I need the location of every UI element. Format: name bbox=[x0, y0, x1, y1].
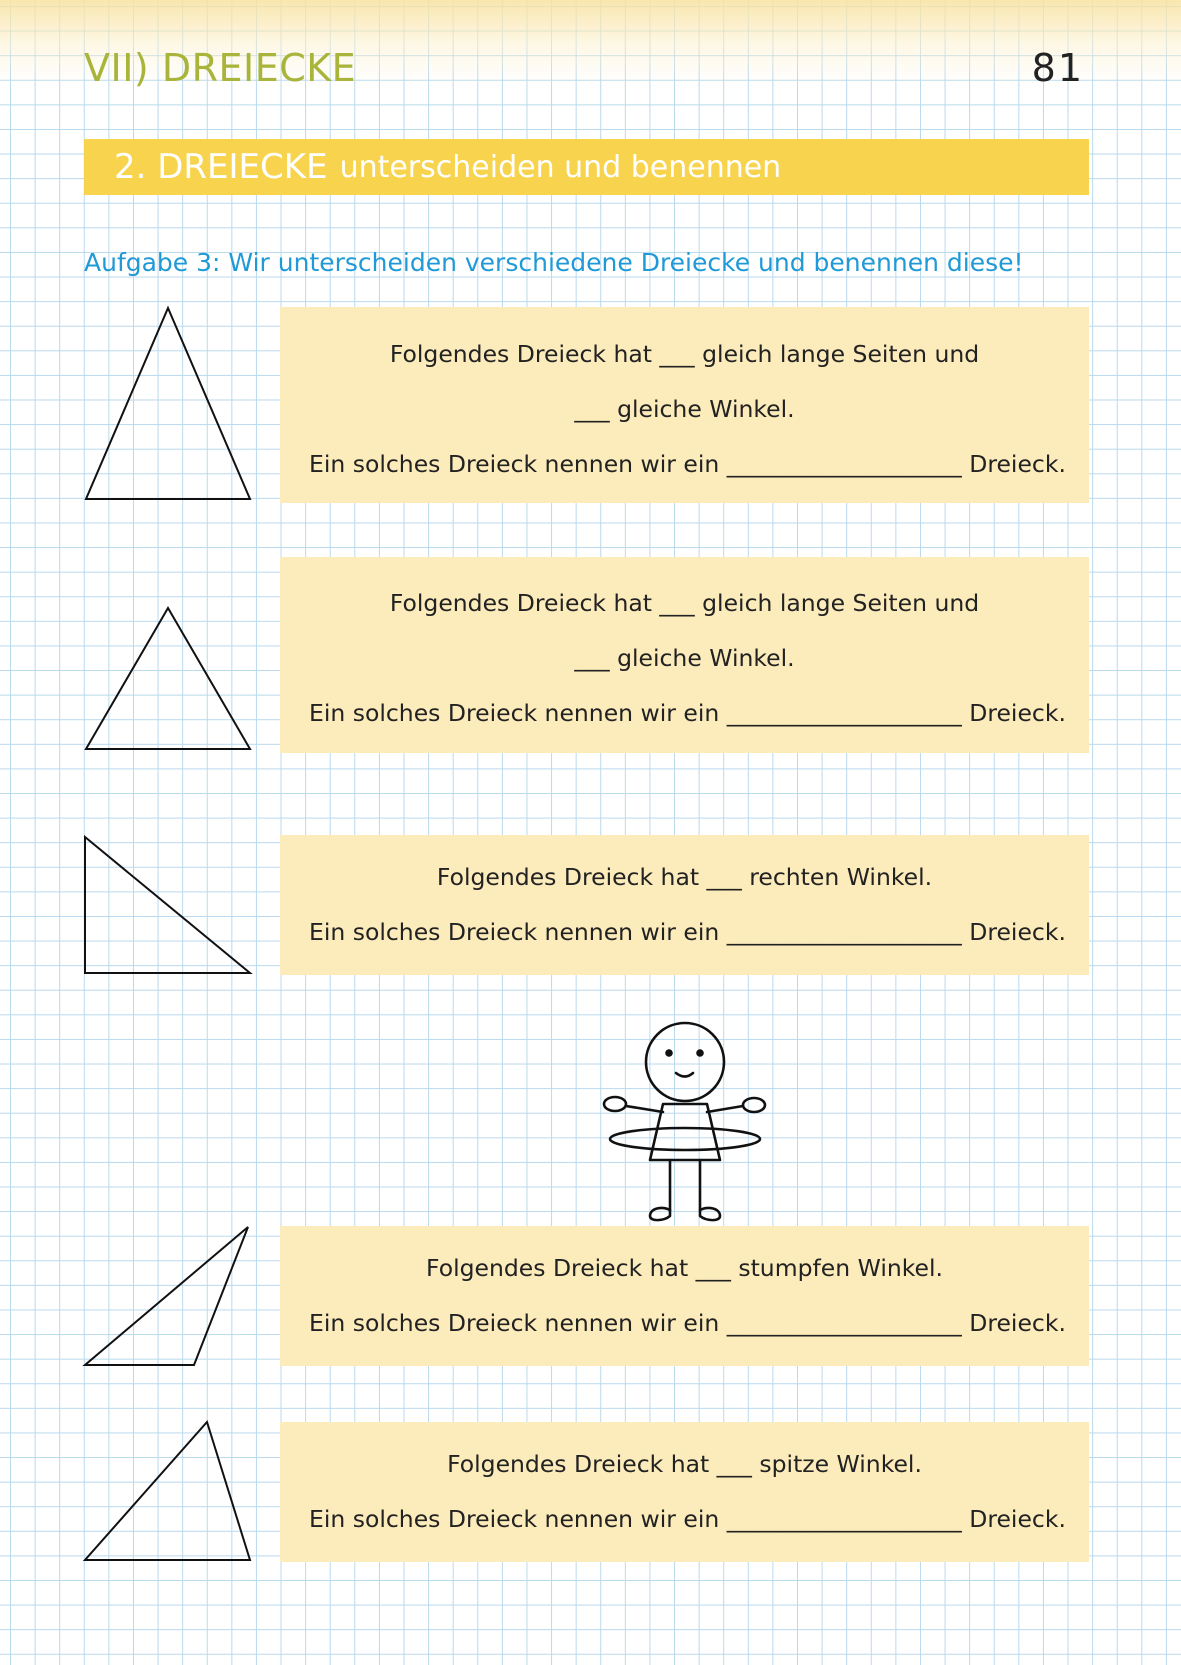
box-line-1: Folgendes Dreieck hat ___ spitze Winkel. bbox=[447, 1450, 922, 1478]
isosceles-triangle bbox=[82, 303, 254, 503]
box-line-3: Ein solches Dreieck nennen wir ein ____________________ Dreieck. bbox=[309, 1309, 1066, 1337]
page-number: 81 bbox=[1031, 46, 1084, 90]
question-box-3 bbox=[280, 835, 1089, 975]
task-instruction: Aufgabe 3: Wir unterscheiden verschiedene Dreiecke und benennen diese! bbox=[84, 248, 1024, 277]
box-line-3: Ein solches Dreieck nennen wir ein ____________________ Dreieck. bbox=[309, 918, 1066, 946]
stick-figure-illustration bbox=[590, 1012, 780, 1228]
section-title: 2. DREIECKE bbox=[114, 147, 328, 187]
right-triangle bbox=[82, 834, 254, 976]
chapter-title: VII) DREIECKE bbox=[84, 46, 357, 90]
section-title-bar bbox=[84, 139, 1089, 195]
box-line-3: Ein solches Dreieck nennen wir ein ____________________ Dreieck. bbox=[309, 1505, 1066, 1533]
box-line-2: ___ gleiche Winkel. bbox=[574, 395, 795, 423]
box-line-3: Ein solches Dreieck nennen wir ein ____________________ Dreieck. bbox=[309, 450, 1066, 478]
box-line-1: Folgendes Dreieck hat ___ gleich lange Seiten und bbox=[389, 589, 980, 617]
question-box-5 bbox=[280, 1422, 1089, 1562]
box-line-1: Folgendes Dreieck hat ___ rechten Winkel. bbox=[436, 863, 933, 891]
section-subtitle: unterscheiden und benennen bbox=[339, 149, 782, 185]
question-box-4 bbox=[280, 1226, 1089, 1366]
box-line-1: Folgendes Dreieck hat ___ stumpfen Winkel. bbox=[426, 1254, 943, 1282]
box-line-1: Folgendes Dreieck hat ___ gleich lange Seiten und bbox=[389, 340, 980, 368]
question-box-2 bbox=[280, 557, 1089, 753]
acute-triangle bbox=[82, 1419, 254, 1563]
obtuse-triangle bbox=[82, 1224, 254, 1368]
box-line-3: Ein solches Dreieck nennen wir ein ____________________ Dreieck. bbox=[309, 699, 1066, 727]
equilateral-triangle bbox=[82, 603, 254, 753]
box-line-2: ___ gleiche Winkel. bbox=[574, 644, 795, 672]
question-box-1 bbox=[280, 307, 1089, 503]
